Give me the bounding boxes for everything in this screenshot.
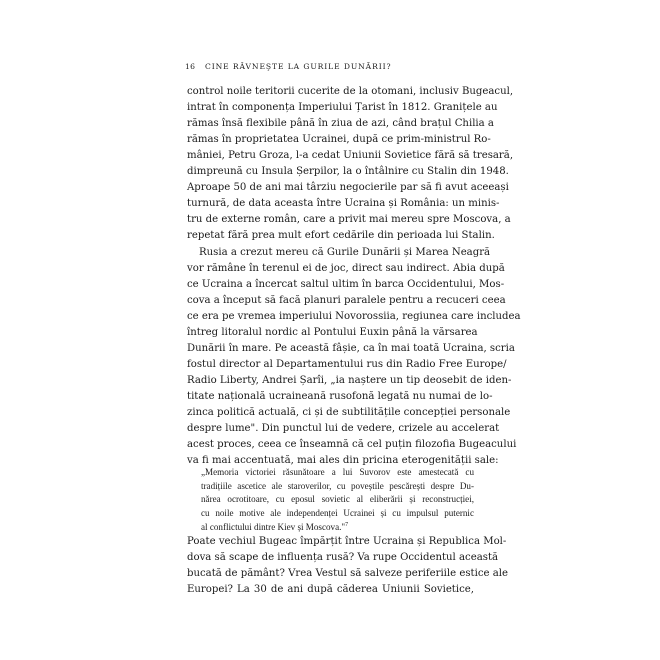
text-line: rămas în proprietatea Ucrainei, după ce prim-ministrul Ro- — [187, 134, 491, 146]
quote-last-text: al conflictului dintre Kiev și Moscova." — [201, 521, 346, 532]
text-line: dova să scape de influența rusă? Va rupe Occidentul această — [187, 552, 499, 564]
running-head-title: CINE RÂVNEŞTE LA GURILE DUNĂRII? — [205, 62, 392, 71]
text-line: despre lume". Din punctul lui de vedere, crizele au accelerat — [187, 423, 500, 435]
text-line: fostul director al Departamentului rus din Radio Free Europe/ — [187, 358, 507, 370]
text-line: Radio Liberty, Andrei Șarîi, „ia naștere un tip deosebit de iden- — [187, 374, 512, 386]
text-line: Rusia a crezut mereu că Gurile Dunării și Marea Neagră — [199, 246, 491, 258]
text-line: intrat în componența Imperiului Țarist în 1812. Granițele au — [187, 102, 498, 114]
text-line: Poate vechiul Bugeac împărțit între Ucraina și Republica Mol- — [187, 536, 507, 547]
block-quote — [201, 466, 474, 534]
text-line: turnură, de data aceasta între Ucraina și România: un minis- — [187, 198, 500, 210]
text-line: vor rămâne în terenul ei de joc, direct sau indirect. Abia după — [187, 262, 505, 274]
paragraph-1 — [187, 84, 514, 244]
text-line: ce Ucraina a încercat saltul ultim în barca Occidentului, Mos- — [187, 278, 505, 290]
text-line: tru de externe român, care a privit mai mereu spre Moscova, a — [187, 214, 511, 226]
quote-line: cu noile motive ale independenței Ucrainei și cu impulsul puternic — [201, 508, 474, 519]
text-line: Dunării în mare. Pe această fâșie, ca în mai toată Ucraina, scria — [187, 342, 515, 354]
text-line: cova a început să facă planuri paralele pentru a recuceri ceea — [187, 294, 506, 306]
text-line: Aproape 50 de ani mai târziu negocierile par să fi avut aceeași — [187, 182, 509, 194]
text-line: va fi mai accentuată, mai ales din pricina eterogenității sale: — [187, 455, 499, 467]
text-line: repetat fără prea mult efort cedările din perioada lui Stalin. — [187, 230, 495, 242]
quote-line: nărea ocrotitoare, cu eposul sovietic al eliberării și reconstrucției, — [201, 494, 474, 505]
text-line: ce era pe vremea imperiului Novorossiia, regiunea care includea — [187, 310, 521, 322]
text-line: mâniei, Petru Groza, l-a cedat Uniunii Sovietice fără să tresară, — [187, 150, 514, 162]
quote-line: tradițiile ascetice ale staroverilor, cu poveștile pescărești despre Du- — [201, 480, 474, 491]
text-line: acest proces, ceea ce înseamnă că cel puțin filozofia Bugeacului — [187, 439, 517, 451]
text-line: zinca politică actuală, ci și de subtilitățile concepției personale — [187, 407, 511, 419]
running-head — [185, 62, 485, 72]
text-line: Europei? La 30 de ani după căderea Uniunii Sovietice, — [187, 584, 474, 596]
text-line: dimpreună cu Insula Șerpilor, la o întâlnire cu Stalin din 1948. — [187, 166, 509, 178]
text-line: bucată de pământ? Vrea Vestul să salveze periferiile estice ale — [187, 568, 509, 580]
text-line: întreg litoralul nordic al Pontului Euxin până la vărsarea — [187, 326, 478, 338]
quote-line: „Memoria victoriei răsunătoare a lui Suvorov este amestecată cu — [201, 467, 474, 477]
text-line: titate națională ucraineană rusofonă legată nu numai de lo- — [187, 391, 493, 403]
paragraph-3 — [187, 534, 509, 598]
text-line: rămas însă flexibile până în ziua de azi, când brațul Chilia a — [187, 118, 494, 130]
quote-line — [201, 521, 474, 535]
footnote-marker: 7 — [345, 521, 349, 528]
paragraph-2 — [187, 245, 521, 470]
page-number: 16 — [185, 62, 196, 71]
text-line: control noile teritorii cucerite de la otomani, inclusiv Bugeacul, — [187, 86, 514, 97]
